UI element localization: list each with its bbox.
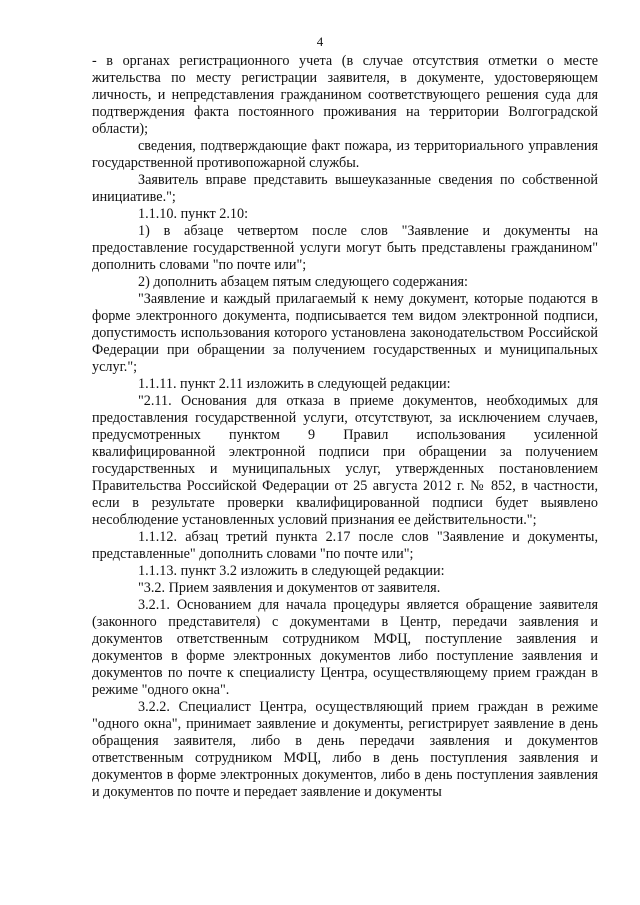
document-body (92, 53, 598, 801)
paragraph-subitem-1: 1) в абзаце четвертом после слов "Заявление и документы на предоставление государственной услуги могут быть представлены гражданином" дополнить словами "по почте или"; (92, 223, 598, 273)
paragraph-item-1-1-11: 1.1.11. пункт 2.11 изложить в следующей редакции: (138, 376, 451, 392)
paragraph-electronic-signature: "Заявление и каждый прилагаемый к нему документ, которые подаются в форме электронного документа, подписывается тем видом электронной подписи, допустимость использования которого установлена законодательством Российской Федерации при обращении за получением государственных и муниципальных услуг."; (92, 291, 598, 375)
paragraph-section-3-2-1: 3.2.1. Основанием для начала процедуры является обращение заявителя (законного представителя) с документами в Центр, передачи заявления и документов ответственным сотрудником МФЦ, поступление заявления и документов в форме электронных документов либо поступление заявления и документов по почте к специалисту Центра, осуществляющему прием граждан в режиме "одного окна". (92, 597, 598, 698)
paragraph-item-1-1-10: 1.1.10. пункт 2.10: (138, 206, 249, 222)
paragraph-subitem-2: 2) дополнить абзацем пятым следующего содержания: (138, 274, 468, 290)
paragraph-applicant-initiative: Заявитель вправе представить вышеуказанные сведения по собственной инициативе."; (92, 172, 598, 205)
paragraph-fire-service-info: сведения, подтверждающие факт пожара, из территориального управления государственной противопожарной службы. (92, 138, 598, 171)
paragraph-registration-records: - в органах регистрационного учета (в случае отсутствия отметки о месте жительства по месту регистрации заявителя, в документе, удостоверяющем личность, и непредставления гражданином соответствующего решения суда для подтверждения факта постоянного проживания на территории Волгоградской области); (92, 53, 598, 137)
page-number: 4 (316, 34, 324, 49)
paragraph-refusal-grounds: "2.11. Основания для отказа в приеме документов, необходимых для предоставления государственной услуги, отсутствуют, за исключением случаев, предусмотренных пунктом 9 Правил использования усиленной квалифицированной электронной подписи при обращении за получением государственных и муниципальных услуг, утвержденных постановлением Правительства Российской Федерации от 25 августа 2012 г. № 852, в частности, если в результате проверки квалифицированной подписи будет выявлено несоблюдение установленных условий признания ее действительности."; (92, 393, 598, 528)
paragraph-section-3-2-2: 3.2.2. Специалист Центра, осуществляющий прием граждан в режиме "одного окна", принимает заявление и документы, регистрирует заявление в день обращения заявителя, либо в день передачи заявления и документов ответственным сотрудником МФЦ, либо в день поступления заявления и документов в форме электронных документов, либо в день поступления заявления и документов по почте и передает заявление и документы (92, 699, 598, 800)
paragraph-item-1-1-13: 1.1.13. пункт 3.2 изложить в следующей редакции: (138, 563, 445, 579)
paragraph-item-1-1-12: 1.1.12. абзац третий пункта 2.17 после слов "Заявление и документы, представленные" дополнить словами "по почте или"; (92, 529, 598, 562)
paragraph-section-3-2: "3.2. Прием заявления и документов от заявителя. (138, 580, 441, 596)
